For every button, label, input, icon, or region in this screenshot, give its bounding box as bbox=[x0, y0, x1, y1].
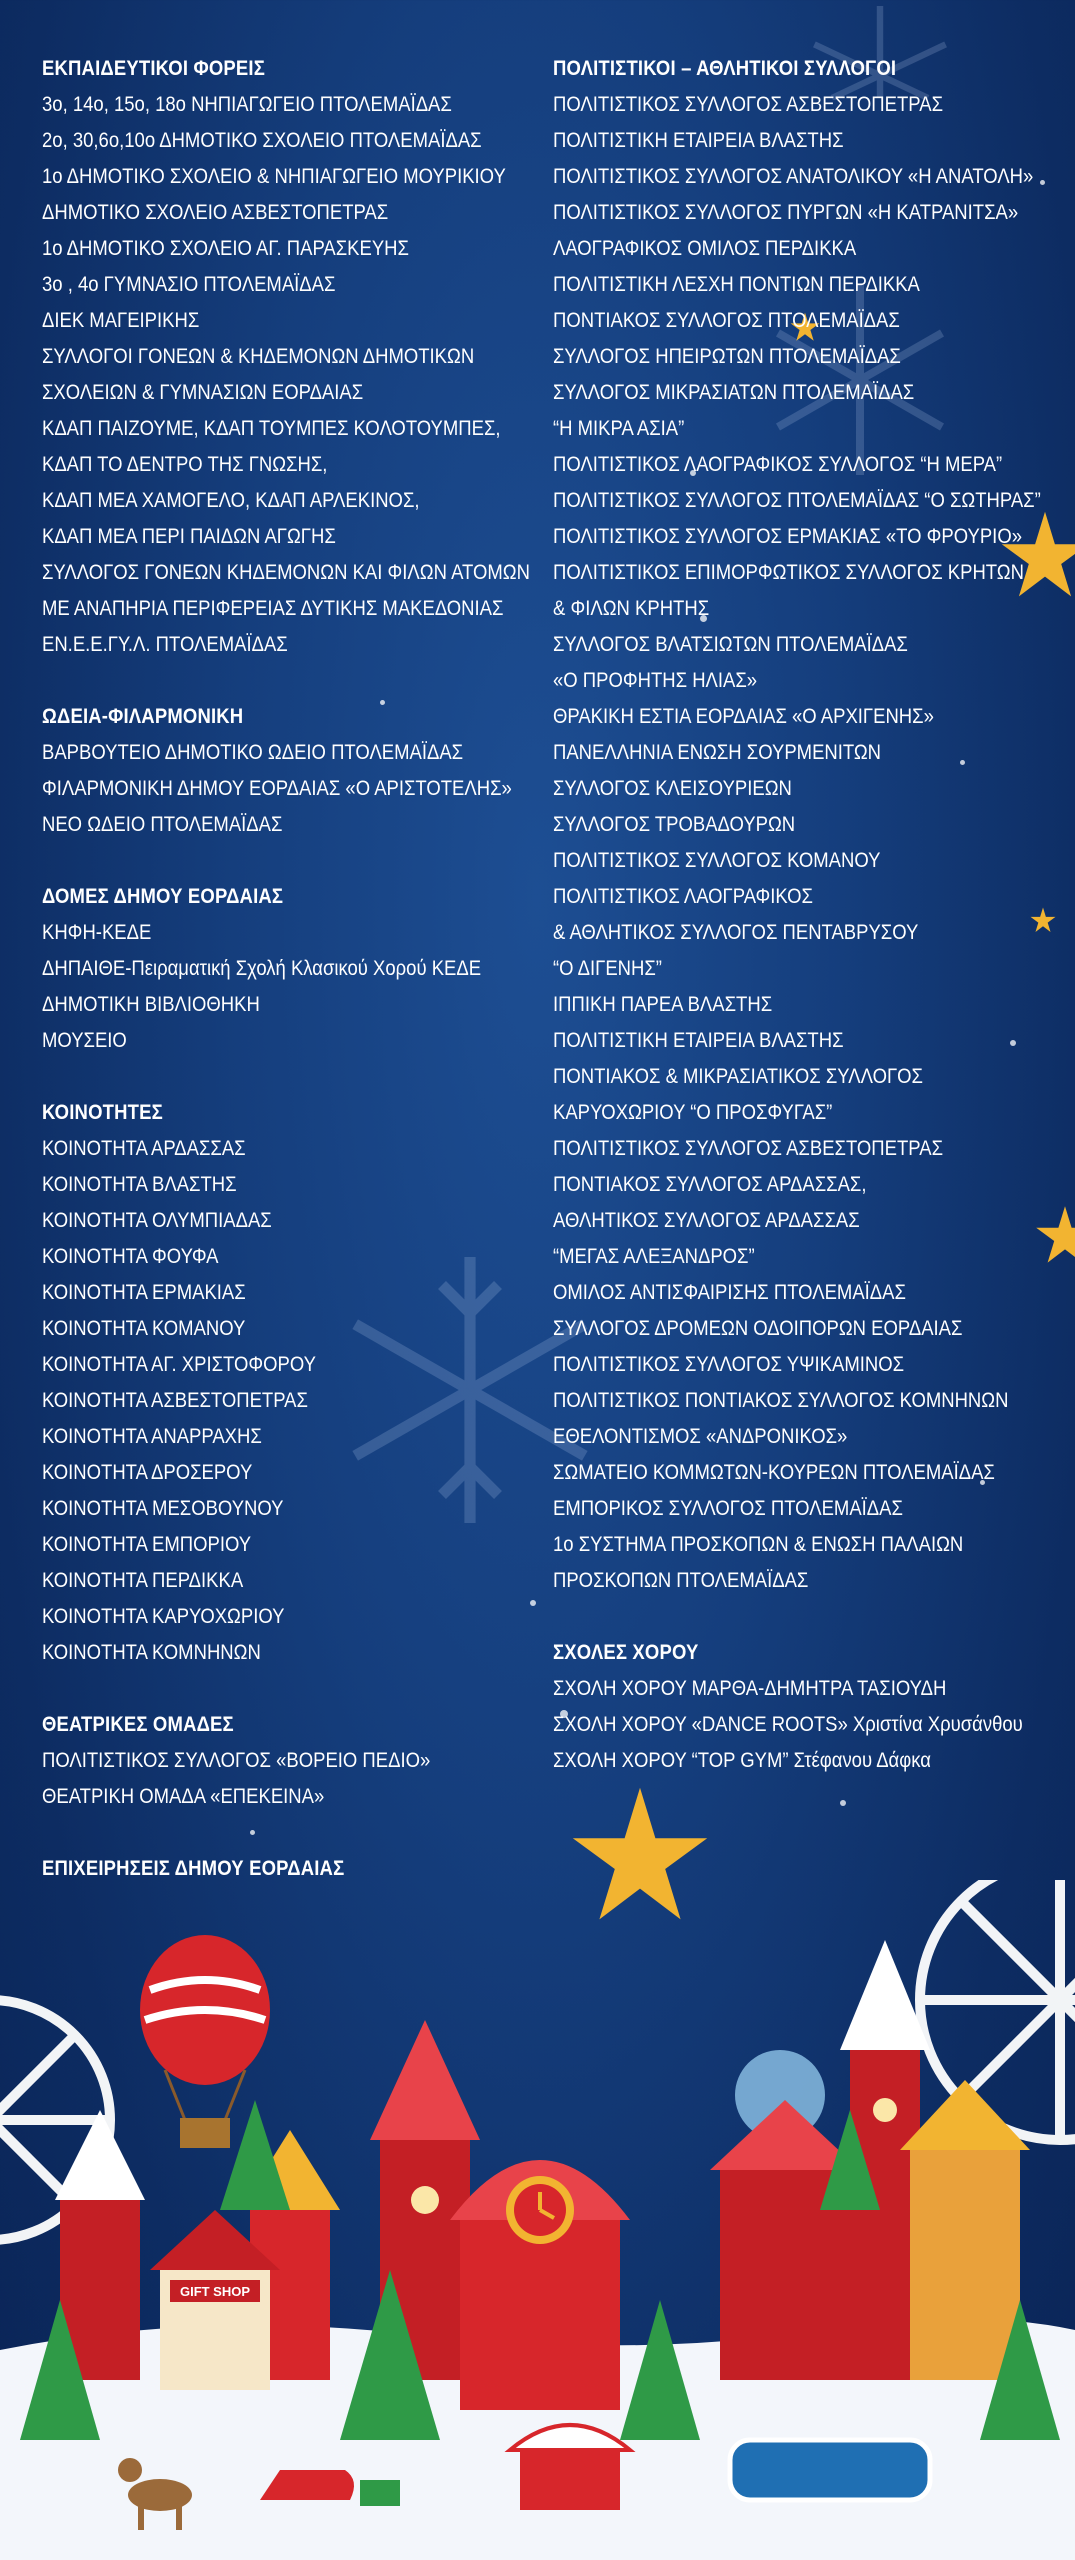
list-item: ΚΟΙΝΟΤΗΤΑ ΑΓ. ΧΡΙΣΤΟΦΟΡΟΥ bbox=[42, 1352, 316, 1376]
list-item: ΚΟΙΝΟΤΗΤΑ ΚΟΜΝΗΝΩΝ bbox=[42, 1640, 261, 1664]
list-item: ΒΑΡΒΟΥΤΕΙΟ ΔΗΜΟΤΙΚΟ ΩΔΕΙΟ ΠΤΟΛΕΜΑΪΔΑΣ bbox=[42, 740, 464, 764]
list-item: ΣΥΛΛΟΓΟΣ ΤΡΟΒΑΔΟΥΡΩΝ bbox=[553, 812, 796, 836]
section-heading: ΘΕΑΤΡΙΚΕΣ ΟΜΑΔΕΣ bbox=[42, 1712, 234, 1736]
list-item: ΠΟΝΤΙΑΚΟΣ ΣΥΛΛΟΓΟΣ ΑΡΔΑΣΣΑΣ, bbox=[553, 1172, 867, 1196]
gift-shop-sign: GIFT SHOP bbox=[179, 2284, 251, 2299]
list-item: ΟΜΙΛΟΣ ΑΝΤΙΣΦΑΙΡΙΣΗΣ ΠΤΟΛΕΜΑΪΔΑΣ bbox=[553, 1280, 906, 1304]
list-item: ΚΔΑΠ ΜΕΑ ΧΑΜΟΓΕΛΟ, ΚΔΑΠ ΑΡΛΕΚΙΝΟΣ, bbox=[42, 488, 420, 512]
section-heading: ΕΚΠΑΙΔΕΥΤΙΚΟΙ ΦΟΡΕΙΣ bbox=[42, 56, 265, 80]
list-item: ΘΡΑΚΙΚΗ ΕΣΤΙΑ ΕΟΡΔΑΙΑΣ «Ο ΑΡΧΙΓΕΝΗΣ» bbox=[553, 704, 934, 728]
list-item: ΠΟΛΙΤΙΣΤΙΚΗ ΕΤΑΙΡΕΙΑ ΒΛΑΣΤΗΣ bbox=[553, 128, 844, 152]
list-item: & ΦΙΛΩΝ ΚΡΗΤΗΣ bbox=[553, 596, 710, 620]
list-item: ΣΥΛΛΟΓΟΣ ΚΛΕΙΣΟΥΡΙΕΩΝ bbox=[553, 776, 792, 800]
list-item: ΣΥΛΛΟΓΟΣ ΒΛΑΤΣΙΩΤΩΝ ΠΤΟΛΕΜΑΪΔΑΣ bbox=[553, 632, 908, 656]
list-item: ΠΟΛΙΤΙΣΤΙΚΗ ΕΤΑΙΡΕΙΑ ΒΛΑΣΤΗΣ bbox=[553, 1028, 844, 1052]
list-item: ΠΟΝΤΙΑΚΟΣ ΣΥΛΛΟΓΟΣ ΠΤΟΛΕΜΑΪΔΑΣ bbox=[553, 308, 900, 332]
section-dance-schools bbox=[553, 1634, 1053, 1778]
list-item: ΠΟΛΙΤΙΣΤΙΚΟΣ ΣΥΛΛΟΓΟΣ ΥΨΙΚΑΜΙΝΟΣ bbox=[553, 1352, 905, 1376]
list-item: ΠΟΝΤΙΑΚΟΣ & ΜΙΚΡΑΣΙΑΤΙΚΟΣ ΣΥΛΛΟΓΟΣ bbox=[553, 1064, 923, 1088]
list-item: ΔΗΜΟΤΙΚΟ ΣΧΟΛΕΙΟ ΑΣΒΕΣΤΟΠΕΤΡΑΣ bbox=[42, 200, 389, 224]
list-item: ΝΕΟ ΩΔΕΙΟ ΠΤΟΛΕΜΑΪΔΑΣ bbox=[42, 812, 283, 836]
list-item: ΚΟΙΝΟΤΗΤΑ ΚΑΡΥΟΧΩΡΙΟΥ bbox=[42, 1604, 285, 1628]
list-item: ΣΥΛΛΟΓΟΣ ΜΙΚΡΑΣΙΑΤΩΝ ΠΤΟΛΕΜΑΪΔΑΣ bbox=[553, 380, 915, 404]
list-item: ΙΠΠΙΚΗ ΠΑΡΕΑ ΒΛΑΣΤΗΣ bbox=[553, 992, 773, 1016]
list-item: 1ο ΔΗΜΟΤΙΚΟ ΣΧΟΛΕΙΟ & ΝΗΠΙΑΓΩΓΕΙΟ ΜΟΥΡΙΚΙΟΥ bbox=[42, 164, 506, 188]
list-item: 2ο, 30,6ο,10ο ΔΗΜΟΤΙΚΟ ΣΧΟΛΕΙΟ ΠΤΟΛΕΜΑΪΔΑΣ bbox=[42, 128, 482, 152]
list-item: “Ο ΔΙΓΕΝΗΣ” bbox=[553, 956, 662, 980]
list-item: ΣΥΛΛΟΓΟΣ ΗΠΕΙΡΩΤΩΝ ΠΤΟΛΕΜΑΪΔΑΣ bbox=[553, 344, 901, 368]
section-communities bbox=[42, 1094, 532, 1670]
list-item: ΚΑΡΥΟΧΩΡΙΟΥ “Ο ΠΡΟΣΦΥΓΑΣ” bbox=[553, 1100, 833, 1124]
list-item: ΠΟΛΙΤΙΣΤΙΚΟΣ ΣΥΛΛΟΓΟΣ ΑΣΒΕΣΤΟΠΕΤΡΑΣ bbox=[553, 1136, 943, 1160]
list-item: ΚΟΙΝΟΤΗΤΑ ΔΡΟΣΕΡΟΥ bbox=[42, 1460, 253, 1484]
list-item: ΣΧΟΛΗ ΧΟΡΟΥ ΜΑΡΘΑ-ΔΗΜΗΤΡΑ ΤΑΣΙΟΥΔΗ bbox=[553, 1676, 947, 1700]
list-item: ΚΔΑΠ ΤΟ ΔΕΝΤΡΟ ΤΗΣ ΓΝΩΣΗΣ, bbox=[42, 452, 328, 476]
list-item: ΔΗΜΟΤΙΚΗ ΒΙΒΛΙΟΘΗΚΗ bbox=[42, 992, 260, 1016]
list-item: ΠΟΛΙΤΙΣΤΙΚΟΣ ΣΥΛΛΟΓΟΣ ΠΥΡΓΩΝ «Η ΚΑΤΡΑΝΙΤΣΑ» bbox=[553, 200, 1019, 224]
list-item: ΣΧΟΛΗ ΧΟΡΟΥ “TOP GYM” Στέφανου Δάφκα bbox=[553, 1748, 931, 1772]
list-item: ΜΟΥΣΕΙΟ bbox=[42, 1028, 127, 1052]
list-item: ΚΟΙΝΟΤΗΤΑ ΦΟΥΦΑ bbox=[42, 1244, 219, 1268]
list-item: & ΑΘΛΗΤΙΚΟΣ ΣΥΛΛΟΓΟΣ ΠΕΝΤΑΒΡΥΣΟΥ bbox=[553, 920, 919, 944]
list-item: ΑΘΛΗΤΙΚΟΣ ΣΥΛΛΟΓΟΣ ΑΡΔΑΣΣΑΣ bbox=[553, 1208, 860, 1232]
section-heading: ΣΧΟΛΕΣ ΧΟΡΟΥ bbox=[553, 1640, 699, 1664]
section-conservatories bbox=[42, 698, 532, 842]
list-item: ΠΡΟΣΚΟΠΩΝ ΠΤΟΛΕΜΑΪΔΑΣ bbox=[553, 1568, 809, 1592]
list-item: «Ο ΠΡΟΦΗΤΗΣ ΗΛΙΑΣ» bbox=[553, 668, 758, 692]
christmas-village-illustration bbox=[0, 1880, 1075, 2560]
list-item: “Η ΜΙΚΡΑ ΑΣΙΑ” bbox=[553, 416, 685, 440]
list-item: “ΜΕΓΑΣ ΑΛΕΞΑΝΔΡΟΣ” bbox=[553, 1244, 755, 1268]
section-heading: ΕΠΙΧΕΙΡΗΣΕΙΣ ΔΗΜΟΥ ΕΟΡΔΑΙΑΣ bbox=[42, 1856, 345, 1880]
list-item: ΚΔΑΠ ΠΑΙΖΟΥΜΕ, ΚΔΑΠ ΤΟΥΜΠΕΣ ΚΟΛΟΤΟΥΜΠΕΣ, bbox=[42, 416, 501, 440]
list-item: ΦΙΛΑΡΜΟΝΙΚΗ ΔΗΜΟΥ ΕΟΡΔΑΙΑΣ «Ο ΑΡΙΣΤΟΤΕΛΗΣ» bbox=[42, 776, 512, 800]
list-item: 3ο, 14ο, 15ο, 18ο ΝΗΠΙΑΓΩΓΕΙΟ ΠΤΟΛΕΜΑΪΔΑΣ bbox=[42, 92, 452, 116]
list-item: ΠΟΛΙΤΙΣΤΙΚΟΣ ΣΥΛΛΟΓΟΣ ΑΝΑΤΟΛΙΚΟΥ «Η ΑΝΑΤΟΛΗ» bbox=[553, 164, 1034, 188]
list-item: ΚΟΙΝΟΤΗΤΑ ΚΟΜΑΝΟΥ bbox=[42, 1316, 246, 1340]
section-cultural-athletic-clubs bbox=[553, 50, 1053, 1598]
list-item: ΚΟΙΝΟΤΗΤΑ ΕΡΜΑΚΙΑΣ bbox=[42, 1280, 246, 1304]
list-item: ΚΟΙΝΟΤΗΤΑ ΟΛΥΜΠΙΑΔΑΣ bbox=[42, 1208, 272, 1232]
list-item: ΠΟΛΙΤΙΣΤΙΚΟΣ ΣΥΛΛΟΓΟΣ ΑΣΒΕΣΤΟΠΕΤΡΑΣ bbox=[553, 92, 943, 116]
list-item: ΚΔΑΠ ΜΕΑ ΠΕΡΙ ΠΑΙΔΩΝ ΑΓΩΓΗΣ bbox=[42, 524, 336, 548]
list-item: ΣΥΛΛΟΓΟΙ ΓΟΝΕΩΝ & ΚΗΔΕΜΟΝΩΝ ΔΗΜΟΤΙΚΩΝ bbox=[42, 344, 475, 368]
list-item: ΚΟΙΝΟΤΗΤΑ ΠΕΡΔΙΚΚΑ bbox=[42, 1568, 244, 1592]
list-item: ΚΟΙΝΟΤΗΤΑ ΑΝΑΡΡΑΧΗΣ bbox=[42, 1424, 262, 1448]
list-item: ΚΟΙΝΟΤΗΤΑ ΜΕΣΟΒΟΥΝΟΥ bbox=[42, 1496, 284, 1520]
list-item: ΠΟΛΙΤΙΣΤΙΚΟΣ ΠΟΝΤΙΑΚΟΣ ΣΥΛΛΟΓΟΣ ΚΟΜΝΗΝΩΝ bbox=[553, 1388, 1009, 1412]
list-item: ΚΟΙΝΟΤΗΤΑ ΒΛΑΣΤΗΣ bbox=[42, 1172, 237, 1196]
list-item: ΠΟΛΙΤΙΣΤΙΚΗ ΛΕΣΧΗ ΠΟΝΤΙΩΝ ΠΕΡΔΙΚΚΑ bbox=[553, 272, 920, 296]
list-item: ΚΟΙΝΟΤΗΤΑ ΑΣΒΕΣΤΟΠΕΤΡΑΣ bbox=[42, 1388, 308, 1412]
list-item: ΔΗΠΑΙΘΕ-Πειραματική Σχολή Κλασικού Χορού ΚΕΔΕ bbox=[42, 956, 482, 980]
list-item: ΠΟΛΙΤΙΣΤΙΚΟΣ ΕΠΙΜΟΡΦΩΤΙΚΟΣ ΣΥΛΛΟΓΟΣ ΚΡΗΤΩΝ bbox=[553, 560, 1024, 584]
section-theatre-groups bbox=[42, 1706, 532, 1814]
list-item: ΣΧΟΛΗ ΧΟΡΟΥ «DANCE ROOTS» Χριστίνα Χρυσάνθου bbox=[553, 1712, 1023, 1736]
list-item: ΚΟΙΝΟΤΗΤΑ ΕΜΠΟΡΙΟΥ bbox=[42, 1532, 252, 1556]
list-item: ΠΟΛΙΤΙΣΤΙΚΟΣ ΛΑΟΓΡΑΦΙΚΟΣ bbox=[553, 884, 813, 908]
list-item: ΠΟΛΙΤΙΣΤΙΚΟΣ ΣΥΛΛΟΓΟΣ «ΒΟΡΕΙΟ ΠΕΔΙΟ» bbox=[42, 1748, 431, 1772]
list-item: ΣΥΛΛΟΓΟΣ ΓΟΝΕΩΝ ΚΗΔΕΜΟΝΩΝ ΚΑΙ ΦΙΛΩΝ ΑΤΟΜΩΝ bbox=[42, 560, 530, 584]
list-item: ΛΑΟΓΡΑΦΙΚΟΣ ΟΜΙΛΟΣ ΠΕΡΔΙΚΚΑ bbox=[553, 236, 857, 260]
list-item: ΣΩΜΑΤΕΙΟ ΚΟΜΜΩΤΩΝ-ΚΟΥΡΕΩΝ ΠΤΟΛΕΜΑΪΔΑΣ bbox=[553, 1460, 995, 1484]
list-item: ΠΑΝΕΛΛΗΝΙΑ ΕΝΩΣΗ ΣΟΥΡΜΕΝΙΤΩΝ bbox=[553, 740, 882, 764]
list-item: 1ο ΔΗΜΟΤΙΚΟ ΣΧΟΛΕΙΟ ΑΓ. ΠΑΡΑΣΚΕΥΗΣ bbox=[42, 236, 409, 260]
section-educational bbox=[42, 50, 532, 662]
section-heading: ΚΟΙΝΟΤΗΤΕΣ bbox=[42, 1100, 163, 1124]
list-item: ΕΘΕΛΟΝΤΙΣΜΟΣ «ΑΝΔΡΟΝΙΚΟΣ» bbox=[553, 1424, 848, 1448]
list-item: ΠΟΛΙΤΙΣΤΙΚΟΣ ΣΥΛΛΟΓΟΣ ΚΟΜΑΝΟΥ bbox=[553, 848, 881, 872]
list-item: ΕΜΠΟΡΙΚΟΣ ΣΥΛΛΟΓΟΣ ΠΤΟΛΕΜΑΪΔΑΣ bbox=[553, 1496, 903, 1520]
list-item: ΚΟΙΝΟΤΗΤΑ ΑΡΔΑΣΣΑΣ bbox=[42, 1136, 246, 1160]
list-item: 3ο , 4ο ΓΥΜΝΑΣΙΟ ΠΤΟΛΕΜΑΪΔΑΣ bbox=[42, 272, 336, 296]
right-column bbox=[553, 50, 1053, 1814]
list-item: ΠΟΛΙΤΙΣΤΙΚΟΣ ΣΥΛΛΟΓΟΣ ΕΡΜΑΚΙΑΣ «ΤΟ ΦΡΟΥΡΙΟ» bbox=[553, 524, 1022, 548]
section-heading: ΠΟΛΙΤΙΣΤΙΚΟΙ – ΑΘΛΗΤΙΚΟΙ ΣΥΛΛΟΓΟΙ bbox=[553, 56, 897, 80]
list-item: 1ο ΣΥΣΤΗΜΑ ΠΡΟΣΚΟΠΩΝ & ΕΝΩΣΗ ΠΑΛΑΙΩΝ bbox=[553, 1532, 964, 1556]
list-item: ΠΟΛΙΤΙΣΤΙΚΟΣ ΣΥΛΛΟΓΟΣ ΠΤΟΛΕΜΑΪΔΑΣ “Ο ΣΩΤΗΡΑΣ” bbox=[553, 488, 1041, 512]
list-item: ΜΕ ΑΝΑΠΗΡΙΑ ΠΕΡΙΦΕΡΕΙΑΣ ΔΥΤΙΚΗΣ ΜΑΚΕΔΟΝΙΑΣ bbox=[42, 596, 504, 620]
list-item: ΘΕΑΤΡΙΚΗ ΟΜΑΔΑ «ΕΠΕΚΕΙΝΑ» bbox=[42, 1784, 325, 1808]
list-item: ΠΟΛΙΤΙΣΤΙΚΟΣ ΛΑΟΓΡΑΦΙΚΟΣ ΣΥΛΛΟΓΟΣ “Η ΜΕΡΑ” bbox=[553, 452, 1003, 476]
list-item: ΣΧΟΛΕΙΩΝ & ΓΥΜΝΑΣΙΩΝ ΕΟΡΔΑΙΑΣ bbox=[42, 380, 364, 404]
list-item: ΔΙΕΚ ΜΑΓΕΙΡΙΚΗΣ bbox=[42, 308, 200, 332]
section-heading: ΔΟΜΕΣ ΔΗΜΟΥ ΕΟΡΔΑΙΑΣ bbox=[42, 884, 284, 908]
section-heading: ΩΔΕΙΑ-ΦΙΛΑΡΜΟΝΙΚΗ bbox=[42, 704, 244, 728]
section-municipal-structures bbox=[42, 878, 532, 1058]
list-item: ΚΗΦΗ-ΚΕΔΕ bbox=[42, 920, 152, 944]
list-item: ΣΥΛΛΟΓΟΣ ΔΡΟΜΕΩΝ ΟΔΟΙΠΟΡΩΝ ΕΟΡΔΑΙΑΣ bbox=[553, 1316, 963, 1340]
list-item: ΕΝ.Ε.Ε.ΓΥ.Λ. ΠΤΟΛΕΜΑΪΔΑΣ bbox=[42, 632, 288, 656]
left-column bbox=[42, 50, 532, 1922]
